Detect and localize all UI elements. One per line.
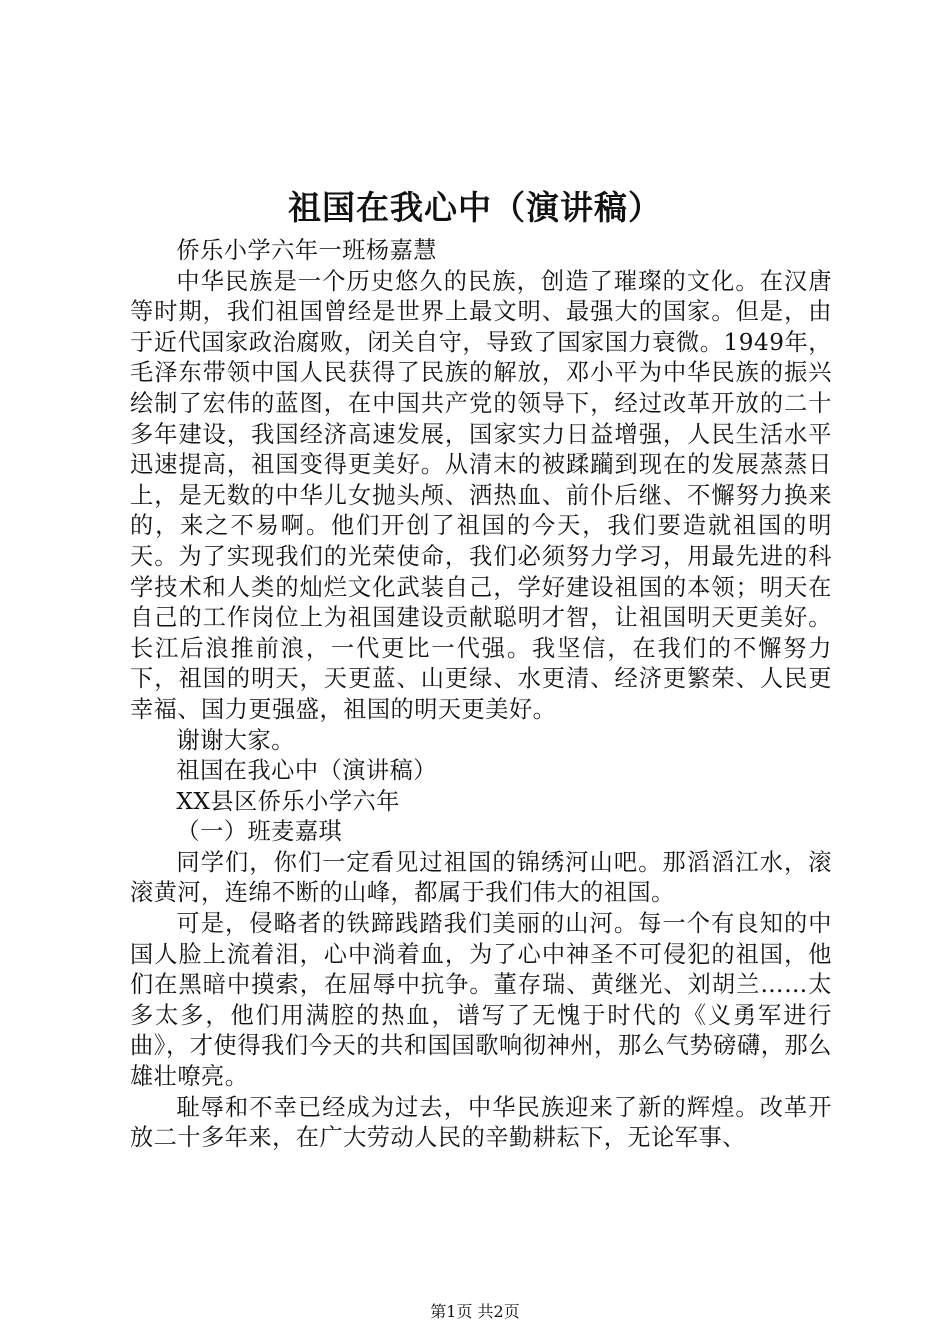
document-body [130,236,832,1154]
document-title: 祖国在我心中（演讲稿） [288,188,662,227]
author-line: （一）班麦嘉琪 [176,818,343,846]
school-line: XX县区侨乐小学六年 [176,787,400,815]
paragraph: 耻辱和不幸已经成为过去，中华民族迎来了新的辉煌。改革开放二十多年来，在广大劳动人民的辛勤耕耘下，无论军事、 [130,1093,832,1152]
page-footer: 第1页 共2页 [430,1302,520,1321]
closing-line: 谢谢大家。 [176,726,295,754]
paragraph: 可是，侵略者的铁蹄践踏我们美丽的山河。每一个有良知的中国人脸上流着泪，心中淌着血，为了心中神圣不可侵犯的祖国，他们在黑暗中摸索，在屈辱中抗争。董存瑞、黄继光、刘胡兰……太多太多，他们用满腔的热血，谱写了无愧于时代的《义勇军进行曲》，才使得我们今天的共和国国歌响彻神州，那么气势磅礴，那么雄壮嘹亮。 [130,910,832,1091]
author-line: 侨乐小学六年一班杨嘉慧 [176,237,437,264]
paragraph: 中华民族是一个历史悠久的民族，创造了璀璨的文化。在汉唐等时期，我们祖国曾经是世界上最文明、最强大的国家。但是，由于近代国家政治腐败，闭关自守，导致了国家国力衰微。1949年，毛泽东带领中国人民获得了民族的解放，邓小平为中华民族的振兴绘制了宏伟的蓝图，在中国共产党的领导下，经过改革开放的二十多年建设，我国经济高速发展，国家实力日益增强，人民生活水平迅速提高，祖国变得更美好。从清末的被蹂躏到现在的发展蒸蒸日上，是无数的中华儿女抛头颅、洒热血、前仆后继、不懈努力换来的，来之不易啊。他们开创了祖国的今天，我们要造就祖国的明天。为了实现我们的光荣使命，我们必须努力学习，用最先进的科学技术和人类的灿烂文化武装自己，学好建设祖国的本领；明天在自己的工作岗位上为祖国建设贡献聪明才智，让祖国明天更美好。长江后浪推前浪，一代更比一代强。我坚信，在我们的不懈努力下，祖国的明天，天更蓝、山更绿、水更清、经济更繁荣、人民更幸福、国力更强盛，祖国的明天更美好。 [130,267,832,723]
second-title-line: 祖国在我心中（演讲稿） [176,757,437,785]
paragraph: 同学们，你们一定看见过祖国的锦绣河山吧。那滔滔江水，滚滚黄河，连绵不断的山峰，都属于我们伟大的祖国。 [130,848,832,907]
